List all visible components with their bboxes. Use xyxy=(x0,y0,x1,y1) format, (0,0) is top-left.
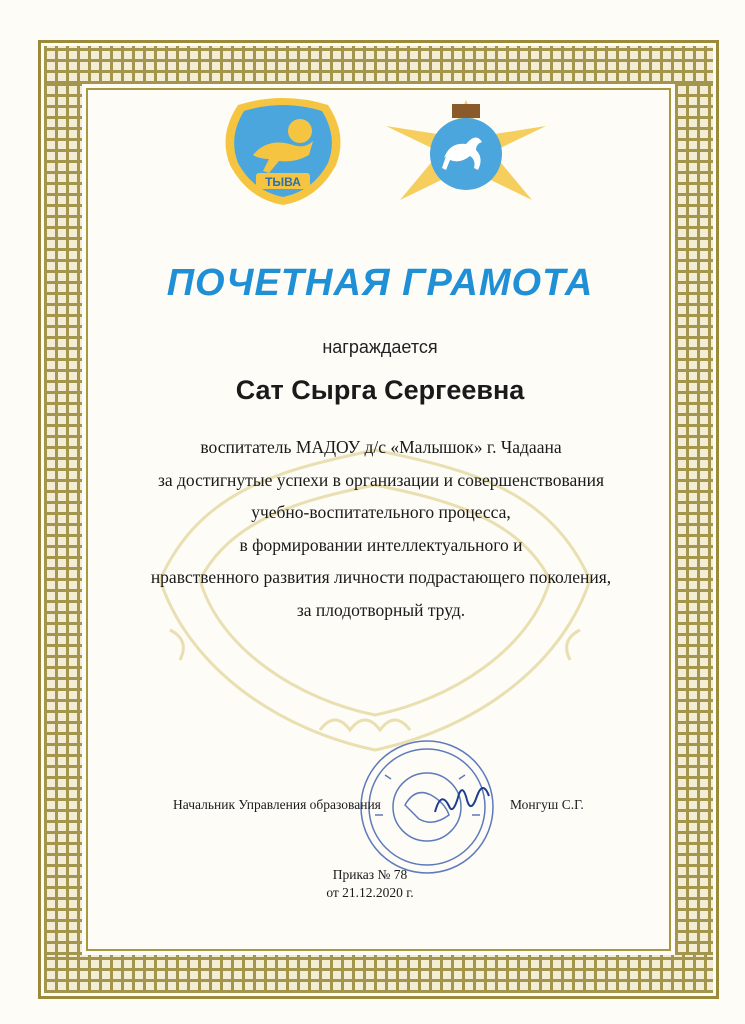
ornament-frieze-bottom xyxy=(44,955,713,993)
body-line: нравственного развития личности подрастающего поколения, xyxy=(150,567,612,588)
awarded-label: награждается xyxy=(322,337,438,357)
ornament-frieze-top xyxy=(44,46,713,84)
order-number: Приказ № 78 xyxy=(332,867,408,882)
order-date: от 21.12.2020 г. xyxy=(326,885,414,900)
body-line: за достигнутые успехи в организации и совершенствования xyxy=(157,469,605,490)
signatory-position: Начальник Управления образования xyxy=(173,797,381,812)
order-reference xyxy=(300,866,440,902)
ornament-frieze-left xyxy=(44,84,82,955)
emblem-left-label: ТЫВА xyxy=(265,175,301,189)
body-line: за плодотворный труд. xyxy=(296,599,466,620)
district-emblem-horse-icon xyxy=(382,96,550,206)
body-line: в формировании интеллектуального и xyxy=(239,534,523,555)
recipient-name: Сат Сырга Сергеевна xyxy=(235,375,525,405)
signature-icon xyxy=(430,782,500,822)
body-line: учебно-воспитательного процесса, xyxy=(251,502,511,523)
tuva-coat-of-arms-icon xyxy=(218,95,348,207)
body-line: воспитатель МАДОУ д/с «Малышок» г. Чадаана xyxy=(200,437,562,457)
award-reason xyxy=(96,431,666,627)
ornament-frieze-right xyxy=(675,84,713,955)
certificate-title: ПОЧЕТНАЯ ГРАМОТА xyxy=(166,262,594,304)
signatory-name: Монгуш С.Г. xyxy=(510,797,584,812)
